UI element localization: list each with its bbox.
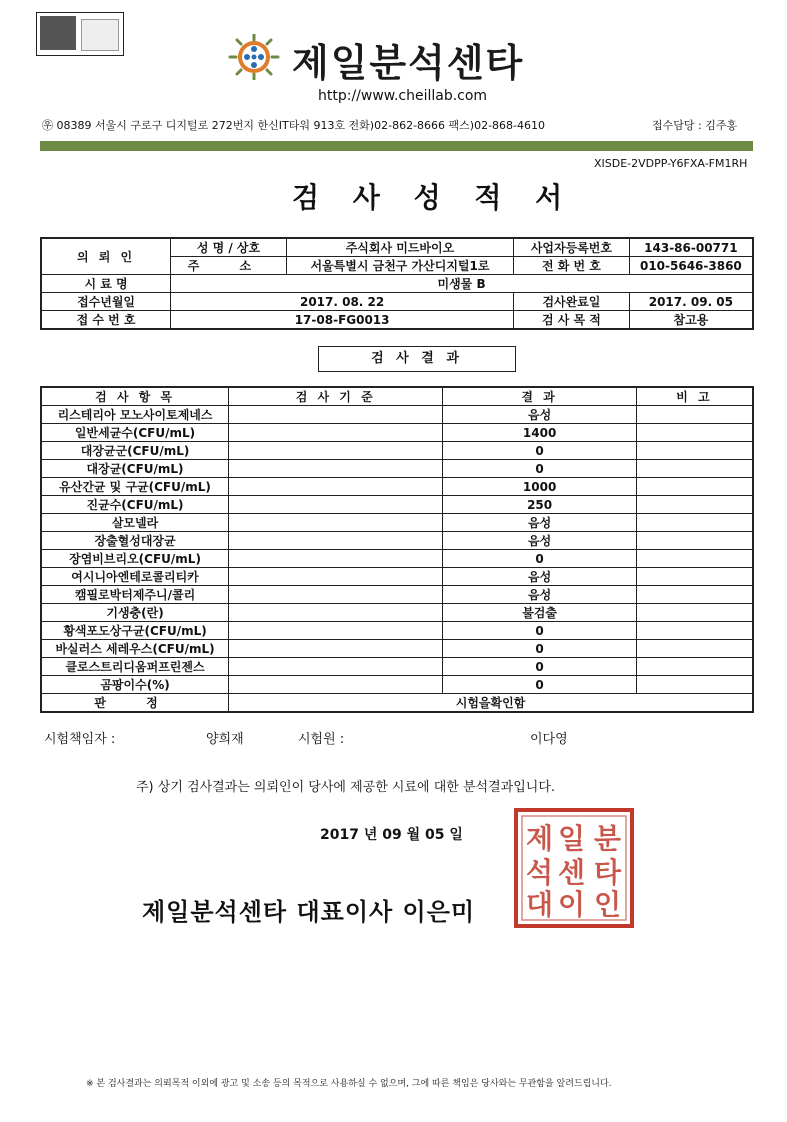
table-row	[41, 460, 753, 478]
result-value: 0	[443, 640, 636, 658]
document-title: 검 사 성 적 서	[292, 181, 575, 214]
result-item: 유산간균 및 구균(CFU/mL)	[41, 478, 229, 496]
addr-value: 서울특별시 금천구 가산디지털1로	[286, 257, 513, 275]
result-item: 장염비브리오(CFU/mL)	[41, 550, 229, 568]
purpose-value: 참고용	[629, 311, 753, 330]
result-value: 0	[443, 442, 636, 460]
table-row	[41, 496, 753, 514]
result-value: 음성	[443, 532, 636, 550]
result-standard	[229, 622, 443, 640]
result-standard	[229, 676, 443, 694]
table-row	[41, 604, 753, 622]
result-note	[636, 676, 753, 694]
table-row	[41, 424, 753, 442]
website-url[interactable]: http://www.cheillab.com	[318, 88, 488, 104]
judgment-label: 판 정	[41, 694, 229, 713]
result-item: 캠필로박터제주니/콜리	[41, 586, 229, 604]
table-row	[41, 586, 753, 604]
bizno-value: 143-86-00771	[629, 238, 753, 257]
result-standard	[229, 532, 443, 550]
tester-name: 이다영	[530, 732, 568, 747]
name-label: 성 명 / 상호	[171, 238, 287, 257]
result-value: 1000	[443, 478, 636, 496]
info-table	[40, 237, 754, 330]
table-row	[41, 514, 753, 532]
responsible-name: 양희재	[206, 732, 244, 747]
name-value: 주식회사 미드바이오	[286, 238, 513, 257]
result-note	[636, 604, 753, 622]
table-row	[41, 622, 753, 640]
result-value: 음성	[443, 568, 636, 586]
result-note	[636, 550, 753, 568]
result-standard	[229, 658, 443, 676]
done-date-label: 검사완료일	[514, 293, 630, 311]
svg-text:대: 대	[526, 888, 554, 921]
ceo-signature-line: 제일분석센타 대표이사 이은미	[142, 898, 476, 926]
result-item: 클로스트리디움퍼프린젠스	[41, 658, 229, 676]
table-row	[41, 550, 753, 568]
addr-label: 주 소	[171, 257, 287, 275]
result-item: 일반세균수(CFU/mL)	[41, 424, 229, 442]
svg-text:일: 일	[558, 822, 586, 855]
tester-label: 시험원 :	[298, 732, 345, 747]
result-value: 0	[443, 676, 636, 694]
header-note: 비 고	[636, 387, 753, 406]
result-standard	[229, 460, 443, 478]
company-address: ㉾ 08389 서울시 구로구 디지털로 272번지 한신IT타워 913호 전화)02-862-8666 팩스)02-868-4610	[42, 119, 545, 132]
svg-text:타: 타	[594, 856, 622, 889]
recv-no-value: 17-08-FG0013	[171, 311, 514, 330]
result-value: 불검출	[443, 604, 636, 622]
result-standard	[229, 640, 443, 658]
svg-text:석: 석	[526, 856, 554, 889]
svg-text:이: 이	[558, 888, 586, 921]
table-row	[41, 568, 753, 586]
result-standard	[229, 586, 443, 604]
responsible-label: 시험책임자 :	[44, 732, 116, 747]
result-item: 바실러스 세레우스(CFU/mL)	[41, 640, 229, 658]
table-row	[41, 658, 753, 676]
header-result: 결 과	[443, 387, 636, 406]
result-note	[636, 658, 753, 676]
header-standard: 검 사 기 준	[229, 387, 443, 406]
result-standard	[229, 550, 443, 568]
header-item: 검 사 항 목	[41, 387, 229, 406]
sample-label: 시 료 명	[41, 275, 171, 293]
document-id: XISDE-2VDPP-Y6FXA-FM1RH	[594, 157, 748, 170]
result-item: 황색포도상구균(CFU/mL)	[41, 622, 229, 640]
result-standard	[229, 514, 443, 532]
official-seal-stamp	[512, 806, 636, 930]
disclaimer-note: 주) 상기 검사결과는 의뢰인이 당사에 제공한 시료에 대한 분석결과입니다.	[136, 780, 556, 795]
result-note	[636, 586, 753, 604]
footer-disclaimer: ※ 본 검사결과는 의뢰목적 이외에 광고 및 소송 등의 목적으로 사용하실 수 없으며, 그에 따른 책임은 당사와는 무관함을 알려드립니다.	[86, 1079, 612, 1089]
recv-no-label: 접 수 번 호	[41, 311, 171, 330]
sample-value: 미생물 B	[171, 275, 753, 293]
result-note	[636, 478, 753, 496]
result-item: 진균수(CFU/mL)	[41, 496, 229, 514]
result-value: 0	[443, 460, 636, 478]
table-row	[41, 676, 753, 694]
recv-date-label: 접수년월일	[41, 293, 171, 311]
result-value: 음성	[443, 406, 636, 424]
bizno-label: 사업자등록번호	[514, 238, 630, 257]
result-note	[636, 496, 753, 514]
result-item: 대장균군(CFU/mL)	[41, 442, 229, 460]
header-divider	[40, 141, 753, 151]
result-value: 1400	[443, 424, 636, 442]
result-note	[636, 460, 753, 478]
result-item: 장출혈성대장균	[41, 532, 229, 550]
result-note	[636, 640, 753, 658]
result-value: 음성	[443, 586, 636, 604]
brand-name: 제일분석센타	[292, 41, 525, 85]
table-row	[41, 640, 753, 658]
purpose-label: 검 사 목 적	[514, 311, 630, 330]
result-value: 0	[443, 658, 636, 676]
result-standard	[229, 604, 443, 622]
result-standard	[229, 406, 443, 424]
requester-label: 의 뢰 인	[41, 238, 171, 275]
result-standard	[229, 424, 443, 442]
result-note	[636, 568, 753, 586]
svg-text:인: 인	[594, 888, 622, 921]
recv-date-value: 2017. 08. 22	[171, 293, 514, 311]
judgment-value: 시험을확인함	[229, 694, 753, 713]
company-logo-icon	[226, 34, 282, 80]
qr-code	[36, 12, 124, 56]
result-note	[636, 406, 753, 424]
result-note	[636, 532, 753, 550]
result-note	[636, 622, 753, 640]
svg-text:분: 분	[594, 822, 622, 855]
result-value: 0	[443, 550, 636, 568]
table-row	[41, 442, 753, 460]
result-item: 기생충(란)	[41, 604, 229, 622]
issue-date: 2017 년 09 월 05 일	[320, 827, 463, 843]
result-standard	[229, 442, 443, 460]
result-item: 리스테리아 모노사이토제네스	[41, 406, 229, 424]
svg-text:제: 제	[526, 822, 554, 855]
table-row	[41, 532, 753, 550]
result-standard	[229, 478, 443, 496]
phone-value: 010-5646-3860	[629, 257, 753, 275]
results-table	[40, 386, 754, 713]
result-value: 음성	[443, 514, 636, 532]
result-standard	[229, 496, 443, 514]
result-item: 여시니아엔테로콜리티카	[41, 568, 229, 586]
result-item: 살모넬라	[41, 514, 229, 532]
result-note	[636, 442, 753, 460]
done-date-value: 2017. 09. 05	[629, 293, 753, 311]
result-note	[636, 514, 753, 532]
result-item: 대장균(CFU/mL)	[41, 460, 229, 478]
receiver-info: 접수담당 : 김주홍	[652, 119, 738, 132]
result-item: 곰팡이수(%)	[41, 676, 229, 694]
result-note	[636, 424, 753, 442]
phone-label: 전 화 번 호	[514, 257, 630, 275]
result-value: 0	[443, 622, 636, 640]
table-row	[41, 478, 753, 496]
results-section-title: 검 사 결 과	[318, 346, 516, 372]
result-value: 250	[443, 496, 636, 514]
svg-text:센: 센	[558, 856, 586, 889]
table-row	[41, 406, 753, 424]
result-standard	[229, 568, 443, 586]
